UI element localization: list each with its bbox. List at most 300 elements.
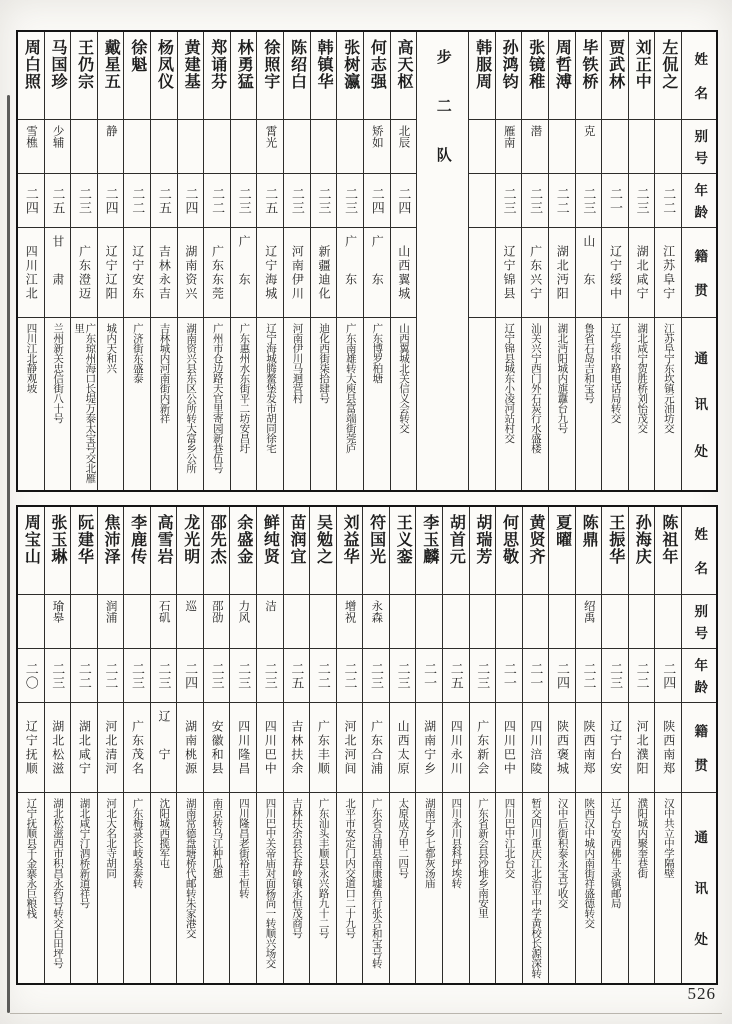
name-cell: 徐魁 [124, 32, 150, 120]
name-cell: 马国珍 [45, 32, 71, 120]
entry-column [523, 507, 550, 983]
origin-cell: 四川涪陵 [523, 703, 549, 793]
char-glyph: 处 [692, 932, 708, 946]
entry-column [364, 32, 391, 490]
header-cell-origin [682, 703, 716, 793]
alias-cell [284, 595, 310, 649]
name-cell: 黄贤齐 [523, 507, 549, 595]
entry-column [629, 32, 656, 490]
name-cell: 何志强 [364, 32, 390, 120]
address-cell: 广东梅菉长岐泉泰转 [131, 798, 143, 888]
origin-cell: 广东合浦 [363, 703, 389, 793]
char-glyph: 龄 [692, 679, 708, 694]
address-cell: 山西翼城北关信义会转交 [397, 323, 409, 433]
alias-cell [602, 595, 628, 649]
origin-cell: 辽宁海城 [257, 228, 283, 318]
address-cell: 汉中后街积泰永宝号收交 [556, 798, 568, 908]
alias-cell [523, 595, 549, 649]
char-glyph: 龄 [692, 204, 708, 219]
name-cell: 刘正中 [629, 32, 655, 120]
alias-cell [310, 595, 336, 649]
origin-cell: 陕西南郑 [655, 703, 681, 793]
origin-cell: 江苏阜宁 [655, 228, 681, 318]
address-cell: 鲁省石岛吉和宝号 [583, 323, 595, 403]
entry-column [496, 507, 523, 983]
origin-cell: 四川江北 [18, 228, 44, 318]
origin-cell: 甘肃 [45, 228, 71, 318]
entry-column [576, 507, 603, 983]
directory-table-bottom [16, 505, 718, 985]
char-glyph: 年 [692, 182, 708, 197]
alias-cell [204, 120, 230, 174]
entry-column [363, 507, 390, 983]
age-cell: 二三 [470, 649, 496, 703]
origin-cell: 河南伊川 [284, 228, 310, 318]
address-cell: 辽宁抚顺县千金寨永巨粮栈 [25, 798, 37, 918]
name-cell: 韩服周 [469, 32, 495, 120]
origin-cell: 陕西褒城 [549, 703, 575, 793]
name-cell: 李玉麟 [416, 507, 442, 595]
entry-column [177, 507, 204, 983]
name-cell: 张树瀛 [337, 32, 363, 120]
address-cell: 湖南常德盘塘桥代邮转朱家港交 [184, 798, 196, 938]
address-cell: 四川巴中关帝庙对面杨尚一转顺兴场交 [264, 798, 276, 968]
age-cell: 二三 [230, 649, 256, 703]
address-cell: 兰州新关忠信街八十号 [52, 323, 64, 423]
age-cell: 二三 [124, 649, 150, 703]
alias-cell [284, 120, 310, 174]
age-cell: 二三 [71, 174, 97, 228]
address-cell: 广济街东盛泰 [131, 323, 143, 383]
name-cell: 周宝山 [18, 507, 44, 595]
address-cell: 广东琼州海口长堤万泰太宝号交北雁里 [73, 323, 96, 483]
entry-column [204, 507, 231, 983]
header-cell-alias [682, 120, 716, 174]
age-cell: 二三 [257, 649, 283, 703]
address-cell: 太原成方甲二四号 [397, 798, 409, 878]
age-cell: 二二 [629, 649, 655, 703]
name-cell: 符国光 [363, 507, 389, 595]
entry-column [204, 32, 231, 490]
name-cell: 刘益华 [337, 507, 363, 595]
header-cell-address [682, 318, 716, 490]
name-cell: 张玉琳 [45, 507, 71, 595]
origin-cell: 湖北咸宁 [629, 228, 655, 318]
header-cell-name [682, 507, 716, 595]
address-cell: 湖北咸宁汀泗桥新道祥号 [78, 798, 90, 908]
address-cell: 四川隆昌老街裕丰恒转 [237, 798, 249, 898]
address-cell: 吉林扶余县长春岭镇永恒茂商号 [291, 798, 303, 938]
age-cell: 二二 [71, 649, 97, 703]
age-cell: 二三 [311, 174, 337, 228]
alias-cell [443, 595, 469, 649]
origin-cell: 广东丰顺 [310, 703, 336, 793]
entry-column [470, 507, 497, 983]
origin-cell: 辽宁台安 [602, 703, 628, 793]
entry-column [284, 507, 311, 983]
alias-cell [124, 595, 150, 649]
alias-cell [71, 120, 97, 174]
alias-cell: 少辅 [45, 120, 71, 174]
origin-cell: 广东 [231, 228, 257, 318]
origin-cell: 广东 [364, 228, 390, 318]
char-glyph: 姓 [692, 527, 708, 541]
age-cell: 二二 [204, 174, 230, 228]
alias-cell [602, 120, 628, 174]
address-cell: 湖北咸宁贺胜桥刘怡茂交 [636, 323, 648, 433]
entry-column [178, 32, 205, 490]
name-cell: 杨凤仪 [151, 32, 177, 120]
char-glyph: 讯 [692, 397, 708, 411]
alias-cell: 雪樵 [18, 120, 44, 174]
entry-column [443, 507, 470, 983]
age-cell: 二三 [522, 174, 548, 228]
alias-cell: 雁南 [496, 120, 522, 174]
alias-cell [18, 595, 44, 649]
age-cell: 二三 [284, 174, 310, 228]
alias-cell: 北辰 [391, 120, 417, 174]
alias-cell [178, 120, 204, 174]
entry-column [416, 507, 443, 983]
alias-cell [469, 120, 495, 174]
address-cell: 江苏阜宁东坎镇元油坊交 [662, 323, 674, 433]
origin-cell: 湖南桃源 [177, 703, 203, 793]
age-cell: 二三 [151, 649, 177, 703]
name-cell: 鲜纯贤 [257, 507, 283, 595]
entry-column [655, 507, 682, 983]
age-cell: 二四 [18, 174, 44, 228]
entry-column [124, 507, 151, 983]
origin-cell: 四川巴中 [496, 703, 522, 793]
name-cell: 阮建华 [71, 507, 97, 595]
age-cell: 二三 [629, 174, 655, 228]
origin-cell: 新疆迪化 [311, 228, 337, 318]
alias-cell [390, 595, 416, 649]
origin-cell: 广东兴宁 [522, 228, 548, 318]
origin-cell: 吉林扶余 [284, 703, 310, 793]
alias-cell: 霄光 [257, 120, 283, 174]
alias-cell [655, 595, 681, 649]
char-glyph: 处 [692, 443, 708, 458]
entry-column [45, 32, 72, 490]
origin-cell: 广东东莞 [204, 228, 230, 318]
alias-cell: 绍禹 [576, 595, 602, 649]
origin-cell: 湖北松滋 [45, 703, 71, 793]
entry-column [391, 32, 418, 490]
address-cell: 汉中共立中学隔壁 [662, 798, 674, 878]
address-cell: 湖南资兴县东区公所转大富乡公所 [185, 323, 197, 473]
char-glyph: 讯 [692, 881, 708, 895]
entry-column [576, 32, 603, 490]
entry-column [337, 507, 364, 983]
char-glyph: 贯 [692, 282, 708, 297]
char-glyph: 名 [692, 85, 708, 99]
age-cell: 二二 [549, 174, 575, 228]
address-cell: 沈阳城西揽军屯 [158, 798, 170, 868]
name-cell: 孙鸿钧 [496, 32, 522, 120]
alias-cell: 永森 [363, 595, 389, 649]
alias-cell: 润浦 [98, 595, 124, 649]
address-cell: 四川永川县科坪埃转 [450, 798, 462, 888]
alias-cell: 增祝 [337, 595, 363, 649]
age-cell: 二三 [602, 649, 628, 703]
name-cell: 胡瑞芳 [470, 507, 496, 595]
address-cell: 四川巴中江北台交 [503, 798, 515, 878]
address-cell: 辽宁锦县城东小凌河站村交 [503, 323, 515, 443]
entry-column [151, 507, 178, 983]
origin-cell: 辽宁安东 [124, 228, 150, 318]
name-cell: 徐照宇 [257, 32, 283, 120]
name-cell: 焦沛泽 [98, 507, 124, 595]
address-cell: 广东省新会县沙堆乡南安里 [476, 798, 488, 918]
name-cell: 陈绍白 [284, 32, 310, 120]
address-cell [469, 318, 495, 490]
char-glyph: 名 [692, 560, 708, 574]
address-cell: 湖北沔阳城内旗纛台九号 [556, 323, 568, 433]
address-cell: 辽宁台安西佛牛录镇邮局 [609, 798, 621, 908]
address-cell: 广东南雄转大庾县富端街莞庐 [344, 323, 356, 453]
scan-edge-artifact-left [7, 95, 10, 1013]
name-cell: 郑诵芬 [204, 32, 230, 120]
age-cell: 二一 [523, 649, 549, 703]
address-cell: 南京转乌江种瓜憩 [211, 798, 223, 878]
alias-cell: 力风 [230, 595, 256, 649]
name-cell: 林勇猛 [231, 32, 257, 120]
age-cell: 二一 [602, 174, 628, 228]
char-glyph: 别 [692, 128, 708, 143]
age-cell: 二三 [204, 649, 230, 703]
origin-cell: 广东 [337, 228, 363, 318]
entry-column [151, 32, 178, 490]
alias-cell [151, 120, 177, 174]
header-column [682, 507, 716, 983]
age-cell: 二五 [45, 174, 71, 228]
entry-column [549, 507, 576, 983]
header-cell-age [682, 649, 716, 703]
alias-cell: 矫如 [364, 120, 390, 174]
entry-column [284, 32, 311, 490]
alias-cell [496, 595, 522, 649]
origin-cell: 辽宁绥中 [602, 228, 628, 318]
entry-column [257, 32, 284, 490]
origin-cell: 吉林永吉 [151, 228, 177, 318]
age-cell: 二一 [416, 649, 442, 703]
age-cell: 二五 [443, 649, 469, 703]
entry-column [98, 507, 125, 983]
entry-column [71, 32, 98, 490]
char-glyph: 籍 [692, 723, 708, 738]
alias-cell [470, 595, 496, 649]
address-cell: 城内天和兴 [105, 323, 117, 373]
entry-column [655, 32, 682, 490]
entry-column [257, 507, 284, 983]
age-cell: 二三 [390, 649, 416, 703]
alias-cell [416, 595, 442, 649]
age-cell: 二二 [310, 649, 336, 703]
origin-cell: 湖北沔阳 [549, 228, 575, 318]
age-cell: 二四 [391, 174, 417, 228]
alias-cell [655, 120, 681, 174]
char-glyph: 别 [692, 603, 708, 618]
age-cell: 二一 [496, 649, 522, 703]
header-cell-origin [682, 228, 716, 318]
origin-cell: 湖南宁乡 [416, 703, 442, 793]
age-cell: 二二 [337, 649, 363, 703]
address-cell: 河北大名北寺胡同 [105, 798, 117, 878]
origin-cell: 河北濮阳 [629, 703, 655, 793]
alias-cell: 巡 [177, 595, 203, 649]
age-cell: 二三 [337, 174, 363, 228]
scan-edge-artifact-bottom [10, 1013, 722, 1014]
alias-cell [629, 595, 655, 649]
alias-cell [549, 595, 575, 649]
origin-cell: 山东 [576, 228, 602, 318]
address-cell: 河南伊川马迴营村 [291, 323, 303, 403]
name-cell: 龙光明 [177, 507, 203, 595]
header-cell-age [682, 174, 716, 228]
entry-column [496, 32, 523, 490]
name-cell: 周哲溥 [549, 32, 575, 120]
entry-column [337, 32, 364, 490]
origin-cell: 广东茂名 [124, 703, 150, 793]
char-glyph: 籍 [692, 248, 708, 263]
address-cell: 濮阳城内聚奎巷街 [636, 798, 648, 878]
address-cell: 汕关兴宁西门外石炭行水盛楼 [529, 323, 541, 453]
name-cell: 王义銮 [390, 507, 416, 595]
age-cell: 二〇 [18, 649, 44, 703]
name-cell: 黄建基 [178, 32, 204, 120]
char-glyph: 队 [434, 147, 451, 162]
directory-table-top [16, 30, 718, 492]
alias-cell [629, 120, 655, 174]
name-cell: 夏曜 [549, 507, 575, 595]
alias-cell: 潜 [522, 120, 548, 174]
char-glyph: 通 [692, 350, 708, 365]
entry-column [390, 507, 417, 983]
header-cell-address [682, 793, 716, 983]
entry-column [310, 507, 337, 983]
name-cell: 戴星五 [98, 32, 124, 120]
origin-cell: 山西翼城 [391, 228, 417, 318]
entry-column [311, 32, 338, 490]
entry-column [602, 32, 629, 490]
char-glyph: 步 [434, 49, 451, 64]
address-cell: 广东省合浦县南康墟鱼行张合和宝号转 [370, 798, 382, 968]
alias-cell [71, 595, 97, 649]
age-cell: 二五 [151, 174, 177, 228]
name-cell: 邵先杰 [204, 507, 230, 595]
entry-column [469, 32, 496, 490]
entry-column [71, 507, 98, 983]
origin-cell: 辽宁抚顺 [18, 703, 44, 793]
entry-column [18, 32, 45, 490]
origin-cell: 安徽和县 [204, 703, 230, 793]
age-cell: 二二 [576, 649, 602, 703]
age-cell: 二三 [363, 649, 389, 703]
char-glyph: 号 [692, 150, 708, 165]
address-cell: 辽宁海城腾鳌堡发市胡同徐宅 [264, 323, 276, 453]
age-cell: 二二 [655, 174, 681, 228]
age-cell: 二三 [231, 174, 257, 228]
name-cell: 韩镇华 [311, 32, 337, 120]
origin-cell: 河北清河 [98, 703, 124, 793]
name-cell: 周白照 [18, 32, 44, 120]
origin-cell: 河北河间 [337, 703, 363, 793]
name-cell: 孙海庆 [629, 507, 655, 595]
origin-cell: 辽宁 [151, 703, 177, 793]
header-cell-name [682, 32, 716, 120]
name-cell: 余盛金 [230, 507, 256, 595]
name-cell: 吴勉之 [310, 507, 336, 595]
entry-column [602, 507, 629, 983]
address-cell: 广东汕头丰顺县永兴路九十二号 [317, 798, 329, 938]
name-cell: 张镜稚 [522, 32, 548, 120]
name-cell: 李鹿传 [124, 507, 150, 595]
alias-cell: 克 [576, 120, 602, 174]
address-cell: 湖南宁乡七都灰汤庙 [423, 798, 435, 888]
origin-cell: 湖北咸宁 [71, 703, 97, 793]
name-cell: 何思敬 [496, 507, 522, 595]
age-cell: 二四 [655, 649, 681, 703]
origin-cell: 山西太原 [390, 703, 416, 793]
header-cell-alias [682, 595, 716, 649]
age-cell: 二三 [576, 174, 602, 228]
char-glyph: 通 [692, 830, 708, 844]
address-cell: 北平市安定门内交道口二十九号 [344, 798, 356, 938]
entry-column [98, 32, 125, 490]
address-cell: 湖北松滋西市积昌永药号转交白田坪号 [51, 798, 63, 968]
origin-cell: 广东澄迈 [71, 228, 97, 318]
char-glyph: 号 [692, 625, 708, 640]
address-cell: 广州市仓边路天官里寄园新巷伍号 [211, 323, 223, 473]
alias-cell: 静 [98, 120, 124, 174]
address-cell: 辽宁绥中路电话局转交 [609, 323, 621, 423]
name-cell: 陈祖年 [655, 507, 681, 595]
name-cell: 毕铁桥 [576, 32, 602, 120]
origin-cell: 四川巴中 [257, 703, 283, 793]
origin-cell: 四川隆昌 [230, 703, 256, 793]
name-cell: 高天枢 [391, 32, 417, 120]
alias-cell: 洁 [257, 595, 283, 649]
age-cell: 二二 [98, 649, 124, 703]
entry-column [629, 507, 656, 983]
origin-cell: 辽宁锦县 [496, 228, 522, 318]
name-cell: 高雪岩 [151, 507, 177, 595]
origin-cell: 湖南资兴 [178, 228, 204, 318]
entry-column [230, 507, 257, 983]
address-cell: 四川江北静观坡 [25, 323, 37, 393]
address-cell: 吉林城内河南街内新祥 [158, 323, 170, 423]
age-cell: 二五 [284, 649, 310, 703]
entry-column [231, 32, 258, 490]
char-glyph: 姓 [692, 52, 708, 66]
section-divider [417, 32, 469, 490]
origin-cell: 广东新会 [470, 703, 496, 793]
origin-cell [469, 228, 495, 318]
origin-cell: 辽宁辽阳 [98, 228, 124, 318]
entry-column [124, 32, 151, 490]
alias-cell [231, 120, 257, 174]
origin-cell: 四川永川 [443, 703, 469, 793]
char-glyph: 二 [434, 98, 451, 113]
alias-cell: 瑜皋 [45, 595, 71, 649]
address-cell: 迪化西街柒拾肆号 [318, 323, 330, 403]
age-cell: 二三 [496, 174, 522, 228]
age-cell: 二二 [124, 174, 150, 228]
alias-cell [311, 120, 337, 174]
age-cell: 二四 [178, 174, 204, 228]
address-cell: 广东博罗柏塘 [371, 323, 383, 383]
